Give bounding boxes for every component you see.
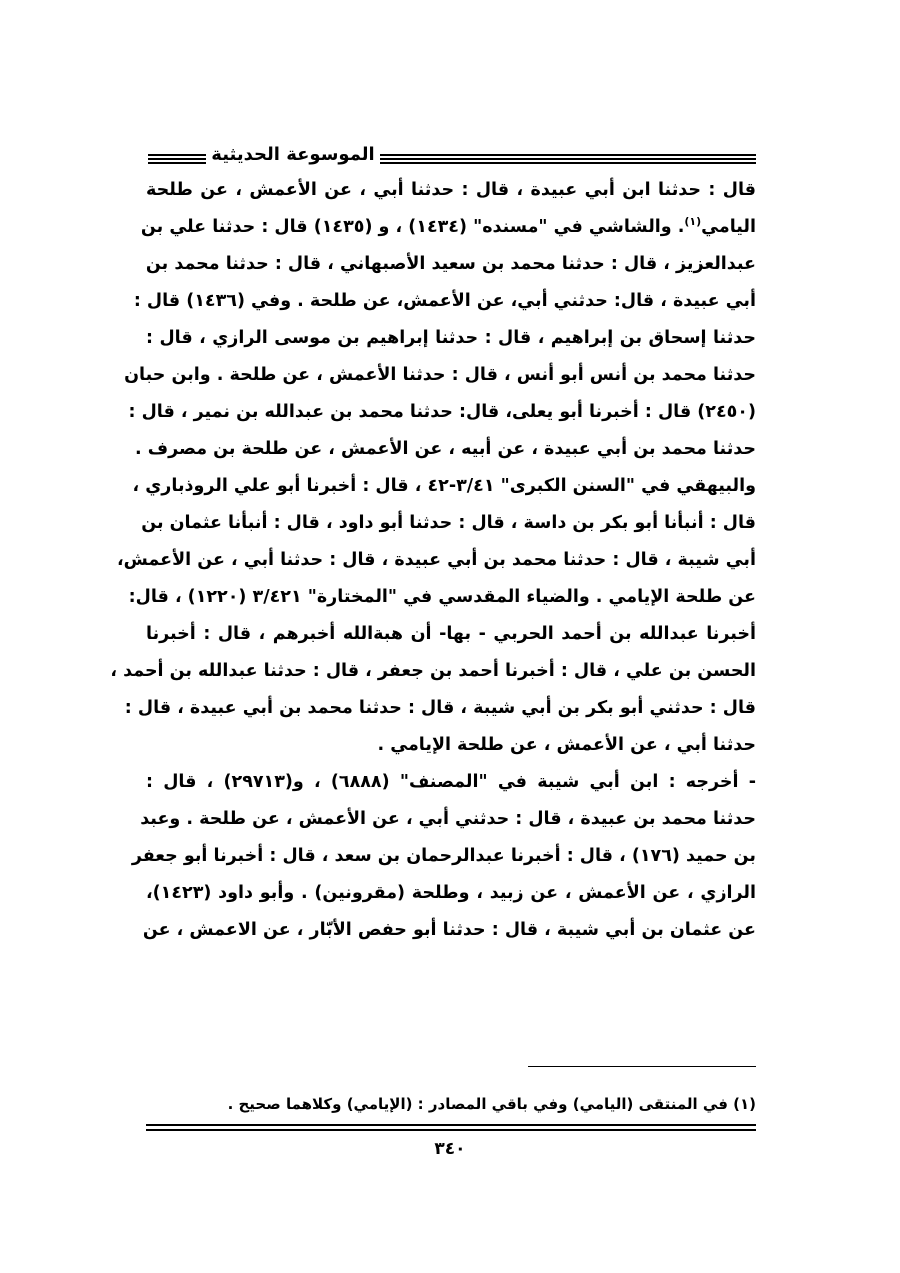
text-line: الرازي ، عن الأعمش ، عن زبيد ، وطلحة (مقرونين) . وأبو داود (١٤٢٣)، [146,883,756,903]
text-line: حدثنا إسحاق بن إبراهيم ، قال : حدثنا إبراهيم بن موسى الرازي ، قال : [146,328,756,348]
text-line: عن عثمان بن أبي شيبة ، قال : حدثنا أبو حفص الأبّار ، عن الاعمش ، عن [142,920,756,940]
text-line: بن حميد (١٧٦) ، قال : أخبرنا عبدالرحمان بن سعد ، قال : أخبرنا أبو جعفر [131,846,756,866]
text-line: قال : حدثني أبو بكر بن أبي شيبة ، قال : حدثنا محمد بن أبي عبيدة ، قال : [124,698,756,718]
text-line: - أخرجه : ابن أبي شيبة في "المصنف" (٦٨٨٨) ، و(٢٩٧١٣) ، قال : [146,772,756,792]
footnote-separator [528,1066,756,1067]
text-line: أخبرنا عبدالله بن أحمد الحربي - بها- أن هبةالله أخبرهم ، قال : أخبرنا [146,624,756,644]
header-rule-right [380,154,756,166]
text-line: حدثنا محمد بن أنس أبو أنس ، قال : حدثنا الأعمش ، عن طلحة . وابن حبان [124,365,756,385]
text-line: اليامي$^{(١)}$. والشاشي في "مسنده" (١٤٣٤) ، و (١٤٣٥) قال : حدثنا علي بن [140,215,756,237]
page-header [148,142,756,172]
footnote: (١) في المنتقى (اليامي) وفي باقي المصادر : (الإيامي) وكلاهما صحيح . [227,1095,756,1113]
text-line: الحسن بن علي ، قال : أخبرنا أحمد بن جعفر ، قال : حدثنا عبدالله بن أحمد ، [110,661,756,681]
text-line: حدثنا أبي ، عن الأعمش ، عن طلحة الإيامي . [377,735,756,755]
text-line: أبي شيبة ، قال : حدثنا محمد بن أبي عبيدة ، قال : حدثنا أبي ، عن الأعمش، [117,550,756,570]
text-line: والبيهقي في "السنن الكبرى" ٣/٤١-٤٢ ، قال : أخبرنا أبو علي الروذباري ، [132,476,756,496]
text-line: حدثنا محمد بن أبي عبيدة ، عن أبيه ، عن الأعمش ، عن طلحة بن مصرف . [135,439,756,459]
header-title: الموسوعة الحديثية [211,144,375,165]
text-line: قال : حدثنا ابن أبي عبيدة ، قال : حدثنا أبي ، عن الأعمش ، عن طلحة [146,180,756,200]
text-line: عن طلحة الإيامي . والضياء المقدسي في "المختارة" ٣/٤٢١ (١٢٢٠) ، قال: [128,587,756,607]
footnote-marker: (١) [684,215,702,229]
text-line: أبي عبيدة ، قال: حدثني أبي، عن الأعمش، عن طلحة . وفي (١٤٣٦) قال : [133,291,756,311]
text-line: عبدالعزيز ، قال : حدثنا محمد بن سعيد الأصبهاني ، قال : حدثنا محمد بن [145,254,756,274]
header-rule-left [148,154,206,166]
footer-rule [146,1124,756,1134]
text-line: (٢٤٥٠) قال : أخبرنا أبو يعلى، قال: حدثنا محمد بن عبدالله بن نمير ، قال : [128,402,756,422]
text-line: قال : أنبأنا أبو بكر بن داسة ، قال : حدثنا أبو داود ، قال : أنبأنا عثمان بن [141,513,756,533]
main-text [110,172,756,949]
page-number: ٣٤٠ [434,1139,466,1159]
text-line: حدثنا محمد بن عبيدة ، قال : حدثني أبي ، عن الأعمش ، عن طلحة . وعبد [140,809,756,829]
